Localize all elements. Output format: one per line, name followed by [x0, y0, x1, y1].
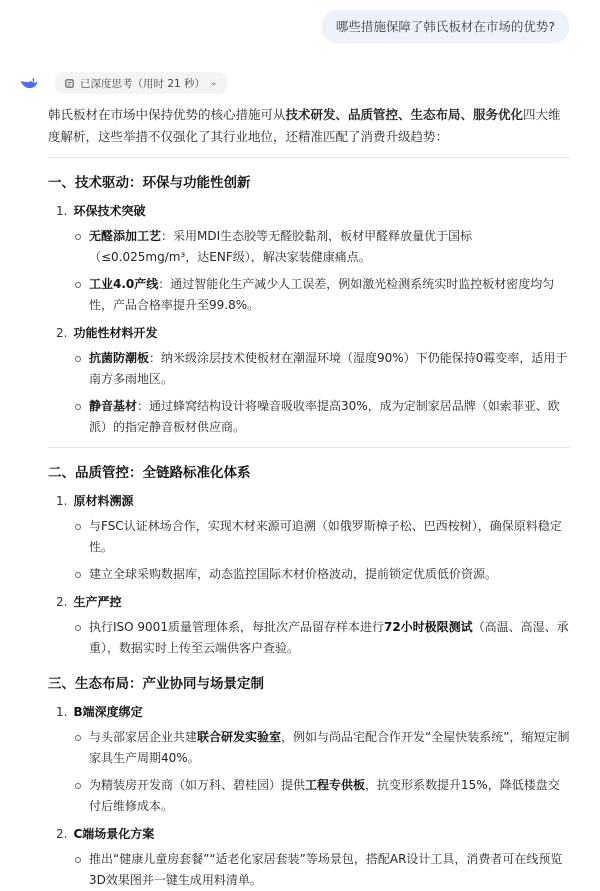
- list-item: 执行ISO 9001质量管理体系，每批次产品留存样本进行72小时极限测试（高温、高湿、承重），数据实时上传至云端供客户查验。: [75, 617, 570, 659]
- intro-paragraph: 韩氏板材在市场中保持优势的核心措施可从技术研发、品质管控、生态布局、服务优化四大维度解析，这些举措不仅强化了其行业地位，还精准匹配了消费升级趋势：: [48, 107, 561, 144]
- assistant-answer: [48, 104, 570, 891]
- list-item: 建立全球采购数据库，动态监控国际木材价格波动，提前锁定优质低价资源。: [75, 564, 570, 585]
- user-message-bubble: 哪些措施保障了韩氏板材在市场的优势?: [322, 10, 569, 43]
- list-item: 静音基材：通过蜂窝结构设计将噪音吸收率提高30%，成为定制家居品牌（如索菲亚、欧派）的指定静音板材供应商。: [75, 396, 570, 438]
- subsection-title: 1. B端深度绑定: [56, 705, 143, 719]
- thinking-icon: [64, 78, 75, 89]
- thinking-label: 已深度思考（用时 21 秒）: [80, 77, 206, 90]
- section-quality: [48, 448, 570, 659]
- deepseek-whale-icon: [18, 72, 40, 94]
- list-item: 与头部家居企业共建联合研发实验室，例如与尚品宅配合作开发“全屋快装系统”，缩短定制家具生产周期40%。: [75, 727, 570, 769]
- list-item: 为精装房开发商（如万科、碧桂园）提供工程专供板，抗变形系数提升15%，降低楼盘交付后维修成本。: [75, 775, 570, 817]
- section-tech: [48, 158, 570, 448]
- section-title: 三、生态布局：产业协同与场景定制: [48, 676, 264, 692]
- list-item: 抗菌防潮板：纳米级涂层技术使板材在潮湿环境（湿度90%）下仍能保持0霉变率，适用于南方多雨地区。: [75, 348, 570, 390]
- subsection-title: 2. 生产严控: [56, 595, 122, 609]
- subsection-title: 1. 原材料溯源: [56, 494, 134, 508]
- subsection-title: 2. C端场景化方案: [56, 827, 155, 841]
- list-item: 与FSC认证林场合作，实现木材来源可追溯（如俄罗斯樟子松、巴西桉树），确保原料稳定性。: [75, 516, 570, 558]
- subsection-title: 2. 功能性材料开发: [56, 326, 158, 340]
- list-item: 无醛添加工艺：采用MDI生态胶等无醛胶黏剂，板材甲醛释放量优于国标（≤0.025mg/m³，达ENF级），解决家装健康痛点。: [75, 226, 570, 268]
- section-title: 二、品质管控：全链路标准化体系: [48, 465, 251, 481]
- section-title: 一、技术驱动：环保与功能性创新: [48, 175, 251, 191]
- section-ecosystem: [48, 659, 570, 891]
- deep-thinking-toggle[interactable]: [55, 72, 227, 94]
- list-item: 推出“健康儿童房套餐”“适老化家居套装”等场景包，搭配AR设计工具，消费者可在线预览3D效果图并一键生成用料清单。: [75, 849, 570, 891]
- list-item: 工业4.0产线：通过智能化生产减少人工误差，例如激光检测系统实时监控板材密度均匀性，产品合格率提升至99.8%。: [75, 274, 570, 316]
- chevron-down-icon: ⌄: [210, 78, 218, 88]
- subsection-title: 1. 环保技术突破: [56, 204, 146, 218]
